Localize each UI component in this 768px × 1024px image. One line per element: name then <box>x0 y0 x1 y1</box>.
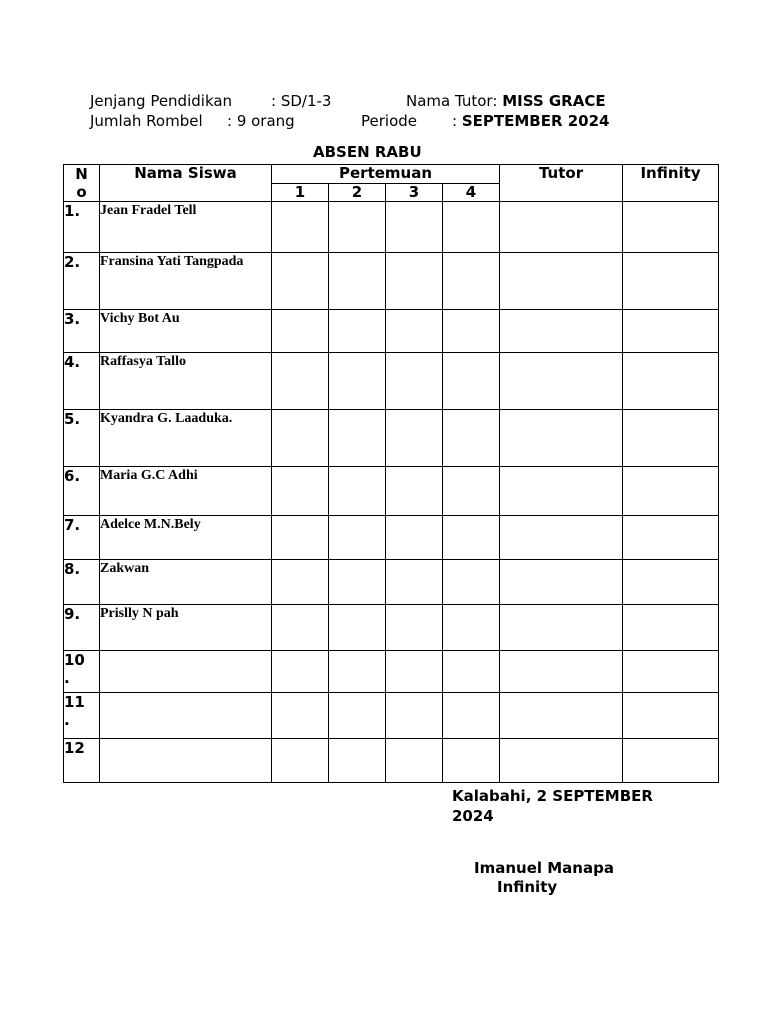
tutor-cell <box>500 253 623 310</box>
header-nama-siswa: Nama Siswa <box>100 165 272 202</box>
header-no-line2: o <box>76 183 87 201</box>
student-name: Fransina Yati Tangpada <box>100 253 272 310</box>
attendance-cell-2 <box>329 202 386 253</box>
row-number: 3. <box>64 310 100 353</box>
infinity-cell <box>623 739 719 783</box>
attendance-cell-4 <box>443 605 500 651</box>
attendance-cell-3 <box>386 202 443 253</box>
attendance-cell-4 <box>443 739 500 783</box>
table-row <box>64 693 719 739</box>
attendance-cell-2 <box>329 410 386 467</box>
table-row <box>64 516 719 560</box>
table-row <box>64 310 719 353</box>
attendance-cell-4 <box>443 410 500 467</box>
attendance-cell-1 <box>272 253 329 310</box>
row-number: 1. <box>64 202 100 253</box>
attendance-cell-1 <box>272 310 329 353</box>
attendance-cell-1 <box>272 516 329 560</box>
rombel-value: : 9 orang <box>227 112 295 130</box>
attendance-cell-4 <box>443 353 500 410</box>
attendance-cell-1 <box>272 353 329 410</box>
table-row <box>64 605 719 651</box>
tutor-cell <box>500 651 623 693</box>
attendance-cell-1 <box>272 560 329 605</box>
row-number: 2. <box>64 253 100 310</box>
student-name: Jean Fradel Tell <box>100 202 272 253</box>
row-number: 6. <box>64 467 100 516</box>
attendance-cell-4 <box>443 202 500 253</box>
student-name: Raffasya Tallo <box>100 353 272 410</box>
student-name <box>100 693 272 739</box>
attendance-cell-3 <box>386 651 443 693</box>
tutor-cell <box>500 739 623 783</box>
student-name: Zakwan <box>100 560 272 605</box>
attendance-cell-2 <box>329 605 386 651</box>
tutor-cell <box>500 467 623 516</box>
header-meeting-3: 3 <box>386 184 443 202</box>
tutor-cell <box>500 410 623 467</box>
attendance-cell-1 <box>272 202 329 253</box>
attendance-cell-1 <box>272 605 329 651</box>
rombel-label: Jumlah Rombel <box>90 112 203 130</box>
header-no-line1: N <box>75 165 88 183</box>
attendance-cell-4 <box>443 467 500 516</box>
signer-name: Imanuel Manapa <box>474 859 614 877</box>
attendance-cell-1 <box>272 739 329 783</box>
student-name: Kyandra G. Laaduka. <box>100 410 272 467</box>
student-name <box>100 739 272 783</box>
attendance-cell-2 <box>329 739 386 783</box>
infinity-cell <box>623 651 719 693</box>
attendance-cell-4 <box>443 693 500 739</box>
attendance-cell-2 <box>329 651 386 693</box>
attendance-cell-2 <box>329 693 386 739</box>
infinity-cell <box>623 516 719 560</box>
header-meeting-4: 4 <box>443 184 500 202</box>
row-number: 8. <box>64 560 100 605</box>
infinity-cell <box>623 560 719 605</box>
tutor-cell <box>500 310 623 353</box>
tutor-cell <box>500 693 623 739</box>
table-row <box>64 739 719 783</box>
tutor-value: MISS GRACE <box>502 92 606 110</box>
student-name: Maria G.C Adhi <box>100 467 272 516</box>
student-name: Prislly N pah <box>100 605 272 651</box>
attendance-cell-3 <box>386 353 443 410</box>
tutor-label: Nama Tutor: <box>406 92 498 110</box>
attendance-cell-2 <box>329 560 386 605</box>
signer-role: Infinity <box>497 878 558 896</box>
attendance-cell-1 <box>272 467 329 516</box>
row-number: 12 <box>64 739 100 783</box>
attendance-cell-3 <box>386 410 443 467</box>
table-row <box>64 353 719 410</box>
attendance-cell-3 <box>386 560 443 605</box>
periode-separator: : <box>452 112 458 130</box>
periode-line <box>452 112 610 130</box>
table-row <box>64 467 719 516</box>
place-date-line1: Kalabahi, 2 SEPTEMBER <box>452 787 653 805</box>
attendance-cell-3 <box>386 516 443 560</box>
place-date-line2: 2024 <box>452 807 494 825</box>
header-pertemuan: Pertemuan <box>272 165 500 184</box>
infinity-cell <box>623 605 719 651</box>
table-row <box>64 410 719 467</box>
header-infinity: Infinity <box>623 165 719 202</box>
attendance-cell-2 <box>329 253 386 310</box>
student-name: Vichy Bot Au <box>100 310 272 353</box>
infinity-cell <box>623 310 719 353</box>
attendance-cell-2 <box>329 467 386 516</box>
jenjang-label: Jenjang Pendidikan <box>90 92 233 110</box>
row-number: 4. <box>64 353 100 410</box>
infinity-cell <box>623 253 719 310</box>
jenjang-value: : SD/1-3 <box>271 92 332 110</box>
attendance-cell-3 <box>386 693 443 739</box>
tutor-cell <box>500 516 623 560</box>
attendance-cell-1 <box>272 651 329 693</box>
row-number: 9. <box>64 605 100 651</box>
attendance-cell-3 <box>386 467 443 516</box>
attendance-cell-2 <box>329 310 386 353</box>
header-meeting-1: 1 <box>272 184 329 202</box>
student-name: Adelce M.N.Bely <box>100 516 272 560</box>
periode-value: SEPTEMBER 2024 <box>461 112 610 130</box>
attendance-cell-3 <box>386 605 443 651</box>
header-meeting-2: 2 <box>329 184 386 202</box>
row-number: 10 . <box>64 651 100 693</box>
page-title: ABSEN RABU <box>313 143 422 161</box>
table-row <box>64 651 719 693</box>
tutor-cell <box>500 353 623 410</box>
periode-label: Periode <box>361 112 418 130</box>
tutor-cell <box>500 605 623 651</box>
attendance-cell-3 <box>386 739 443 783</box>
table-row <box>64 253 719 310</box>
attendance-cell-4 <box>443 253 500 310</box>
tutor-cell <box>500 560 623 605</box>
header-tutor: Tutor <box>500 165 623 202</box>
attendance-table <box>63 164 719 783</box>
attendance-cell-4 <box>443 560 500 605</box>
row-number: 7. <box>64 516 100 560</box>
infinity-cell <box>623 353 719 410</box>
infinity-cell <box>623 202 719 253</box>
infinity-cell <box>623 467 719 516</box>
attendance-cell-1 <box>272 410 329 467</box>
attendance-cell-2 <box>329 353 386 410</box>
attendance-cell-3 <box>386 310 443 353</box>
attendance-cell-1 <box>272 693 329 739</box>
attendance-cell-4 <box>443 651 500 693</box>
header-no <box>64 165 100 202</box>
attendance-cell-2 <box>329 516 386 560</box>
attendance-cell-4 <box>443 310 500 353</box>
student-name <box>100 651 272 693</box>
tutor-cell <box>500 202 623 253</box>
row-number: 5. <box>64 410 100 467</box>
attendance-cell-3 <box>386 253 443 310</box>
table-row <box>64 202 719 253</box>
row-number: 11 . <box>64 693 100 739</box>
infinity-cell <box>623 410 719 467</box>
table-row <box>64 560 719 605</box>
attendance-cell-4 <box>443 516 500 560</box>
tutor-line <box>406 92 606 110</box>
infinity-cell <box>623 693 719 739</box>
